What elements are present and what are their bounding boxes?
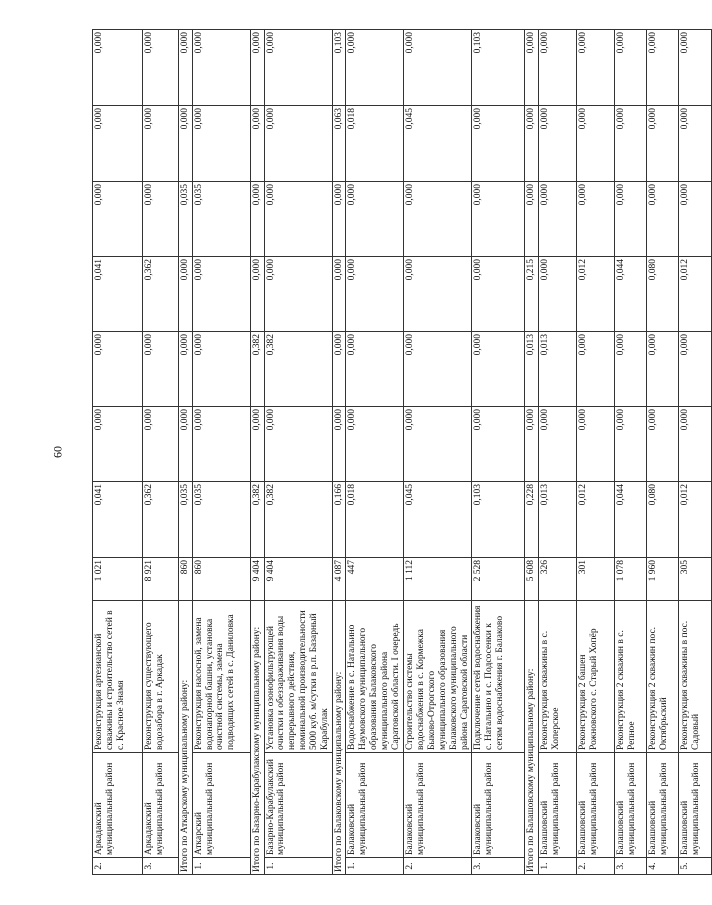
value-cell: 0,000 [93,407,143,482]
value-cell: 0,000 [404,407,472,482]
row-number: 1. [264,858,332,875]
subtotal-label: Итого по Базарно-Карабулакскому муниципальному району: [250,601,264,875]
value-cell: 0,000 [179,257,193,332]
value-cell: 0,000 [346,332,404,407]
subtotal-row [250,30,264,875]
value-cell: 0,000 [679,106,712,182]
value-cell: 0,000 [615,332,647,407]
value-cell: 0,000 [679,30,712,106]
value-cell: 0,000 [615,407,647,482]
value-cell: 0,013 [525,332,539,407]
row-number: 4. [647,858,679,875]
value-cell: 0,000 [250,30,264,106]
value-cell: 0,000 [192,257,250,332]
value-cell: 0,000 [472,182,525,257]
subtotal-row [332,30,346,875]
value-cell: 0,035 [192,182,250,257]
value-cell: 0,000 [679,332,712,407]
value-cell: 0,000 [647,182,679,257]
value-cell: 0,000 [525,407,539,482]
value-cell: 0,000 [192,106,250,182]
value-cell: 0,362 [143,482,179,558]
value-cell: 0,000 [647,407,679,482]
value-cell: 0,000 [525,182,539,257]
value-cell: 0,000 [577,30,615,106]
row-number: 5. [679,858,712,875]
row-number: 2. [577,858,615,875]
value-cell: 0,000 [346,407,404,482]
value-cell: 0,000 [539,407,577,482]
value-cell: 0,041 [93,482,143,558]
value-cell: 0,000 [264,182,332,257]
value-cell: 0,000 [577,182,615,257]
table-row [679,30,712,875]
value-cell: 0,000 [539,182,577,257]
subtotal-label: Итого по Балашовскому муниципальному району: [525,601,539,875]
value-cell: 0,000 [332,257,346,332]
total-value: 860 [192,558,250,601]
row-number: 2. [93,858,143,875]
value-cell: 0,000 [264,106,332,182]
value-cell: 0,382 [264,482,332,558]
row-number: 3. [615,858,647,875]
value-cell: 0,000 [346,257,404,332]
value-cell: 0,000 [179,407,193,482]
object-description: Реконструкция скважины в пос. Садовый [679,601,712,753]
value-cell: 0,103 [472,30,525,106]
value-cell: 0,000 [577,106,615,182]
rotated-table-container [92,30,702,875]
value-cell: 0,215 [525,257,539,332]
table-row [539,30,577,875]
value-cell: 0,000 [143,332,179,407]
table-row [615,30,647,875]
value-cell: 0,080 [647,482,679,558]
value-cell: 0,000 [143,407,179,482]
object-description: Реконструкция 2 скважин в с. Репное [615,601,647,753]
district-name: Базарно-Карабулакский муниципальный район [264,753,332,858]
value-cell: 0,000 [647,332,679,407]
value-cell: 0,013 [539,332,577,407]
subtotal-row [179,30,193,875]
value-cell: 0,000 [539,257,577,332]
object-description: Реконструкция 2 скважин пос. Октябрьский [647,601,679,753]
row-number: 1. [192,858,250,875]
value-cell: 0,018 [346,482,404,558]
value-cell: 0,000 [615,106,647,182]
value-cell: 0,012 [679,482,712,558]
value-cell: 0,000 [264,30,332,106]
total-value: 8 921 [143,558,179,601]
value-cell: 0,041 [93,257,143,332]
value-cell: 0,000 [615,30,647,106]
value-cell: 0,000 [404,332,472,407]
value-cell: 0,000 [679,182,712,257]
object-description: Строительство системы водоснабжения в с. Кормежка Быково-Отрогского муниципального образования Балаковского муниципального района Саратовской области [404,601,472,753]
table-row [192,30,250,875]
value-cell: 0,000 [679,407,712,482]
value-cell: 0,000 [539,106,577,182]
total-value: 326 [539,558,577,601]
total-value: 1 021 [93,558,143,601]
value-cell: 0,000 [346,30,404,106]
value-cell: 0,018 [346,106,404,182]
value-cell: 0,000 [264,407,332,482]
value-cell: 0,035 [179,182,193,257]
value-cell: 0,382 [264,332,332,407]
value-cell: 0,000 [404,257,472,332]
district-name: Балаковский муниципальный район [404,753,472,858]
value-cell: 0,000 [577,407,615,482]
table-row [143,30,179,875]
object-description: Реконструкция скважины в с. Хоперское [539,601,577,753]
subtotal-row [525,30,539,875]
page-number: 60 [50,446,65,458]
investment-table [92,29,712,875]
row-number: 3. [143,858,179,875]
value-cell: 0,000 [143,182,179,257]
total-value: 4 087 [332,558,346,601]
value-cell: 0,063 [332,106,346,182]
total-value: 1 078 [615,558,647,601]
row-number: 2. [404,858,472,875]
value-cell: 0,000 [647,30,679,106]
object-description: Реконструкция существующего водозабора в г. Аркадак [143,601,179,753]
value-cell: 0,000 [93,30,143,106]
value-cell: 0,013 [539,482,577,558]
district-name: Балаковский муниципальный район [346,753,404,858]
value-cell: 0,012 [577,257,615,332]
district-name: Балашовский муниципальный район [539,753,577,858]
value-cell: 0,012 [577,482,615,558]
value-cell: 0,000 [615,182,647,257]
value-cell: 0,000 [346,182,404,257]
value-cell: 0,000 [472,332,525,407]
total-value: 305 [679,558,712,601]
value-cell: 0,000 [332,182,346,257]
district-name: Балашовский муниципальный район [679,753,712,858]
value-cell: 0,080 [647,257,679,332]
value-cell: 0,000 [192,30,250,106]
value-cell: 0,382 [250,332,264,407]
value-cell: 0,000 [143,106,179,182]
value-cell: 0,044 [615,257,647,332]
value-cell: 0,103 [472,482,525,558]
value-cell: 0,000 [250,182,264,257]
value-cell: 0,000 [179,106,193,182]
total-value: 447 [346,558,404,601]
table-row [472,30,525,875]
object-description: Реконструкция 2 башен Рожновского с. Старый Хопёр [577,601,615,753]
total-value: 9 404 [250,558,264,601]
value-cell: 0,035 [192,482,250,558]
value-cell: 0,000 [525,106,539,182]
value-cell: 0,044 [615,482,647,558]
table-row [346,30,404,875]
row-number: 1. [539,858,577,875]
value-cell: 0,000 [192,407,250,482]
total-value: 301 [577,558,615,601]
total-value: 1 112 [404,558,472,601]
value-cell: 0,000 [192,332,250,407]
value-cell: 0,012 [679,257,712,332]
value-cell: 0,000 [93,332,143,407]
object-description: Водоснабжение в с. Натальино Наумовского муниципального образования Балаковского муниципального района Саратовской области. I очередь [346,601,404,753]
table-row [404,30,472,875]
table-row [577,30,615,875]
table-row [647,30,679,875]
value-cell: 0,000 [404,182,472,257]
value-cell: 0,000 [472,257,525,332]
total-value: 1 960 [647,558,679,601]
value-cell: 0,000 [264,257,332,332]
value-cell: 0,000 [472,106,525,182]
object-description: Реконструкция насосной, замена водонапорной башни, установка очистной системы, замена подводящих сетей в с. Даниловка [192,601,250,753]
value-cell: 0,000 [472,407,525,482]
district-name: Балашовский муниципальный район [647,753,679,858]
district-name: Аркадакский муниципальный район [143,753,179,858]
table-row [93,30,143,875]
table-row [264,30,332,875]
district-name: Аркадакский муниципальный район [93,753,143,858]
subtotal-label: Итого по Балаковскому муниципальному району: [332,601,346,875]
value-cell: 0,000 [525,30,539,106]
district-name: Балаковский муниципальный район [472,753,525,858]
value-cell: 0,228 [525,482,539,558]
table-body [93,30,712,875]
district-name: Балашовский муниципальный район [615,753,647,858]
object-description: Реконструкция артезианской скважины и строительство сетей в с. Красное Знамя [93,601,143,753]
value-cell: 0,000 [332,332,346,407]
value-cell: 0,045 [404,106,472,182]
value-cell: 0,000 [179,332,193,407]
district-name: Аткарский муниципальный район [192,753,250,858]
value-cell: 0,000 [332,407,346,482]
total-value: 2 528 [472,558,525,601]
value-cell: 0,000 [577,332,615,407]
value-cell: 0,000 [250,106,264,182]
value-cell: 0,000 [539,30,577,106]
total-value: 860 [179,558,193,601]
value-cell: 0,000 [179,30,193,106]
object-description: Подключение сетей водоснабжения с. Натальино и с. Подсосенки к сетям водоснабжения г. Балаково [472,601,525,753]
object-description: Установка озонофильтрующей очистки и обеззараживания воды непрерывного действия, номинальной производительности 5000 куб. м/сутки в р.п. Базарный Карабулак [264,601,332,753]
value-cell: 0,000 [404,30,472,106]
value-cell: 0,000 [93,182,143,257]
value-cell: 0,382 [250,482,264,558]
value-cell: 0,362 [143,257,179,332]
row-number: 3. [472,858,525,875]
value-cell: 0,000 [93,106,143,182]
value-cell: 0,000 [250,257,264,332]
district-name: Балашовский муниципальный район [577,753,615,858]
value-cell: 0,000 [647,106,679,182]
subtotal-label: Итого по Аткарскому муниципальному району: [179,601,193,875]
total-value: 5 608 [525,558,539,601]
value-cell: 0,166 [332,482,346,558]
row-number: 1. [346,858,404,875]
value-cell: 0,045 [404,482,472,558]
value-cell: 0,103 [332,30,346,106]
value-cell: 0,035 [179,482,193,558]
value-cell: 0,000 [250,407,264,482]
total-value: 9 404 [264,558,332,601]
value-cell: 0,000 [143,30,179,106]
